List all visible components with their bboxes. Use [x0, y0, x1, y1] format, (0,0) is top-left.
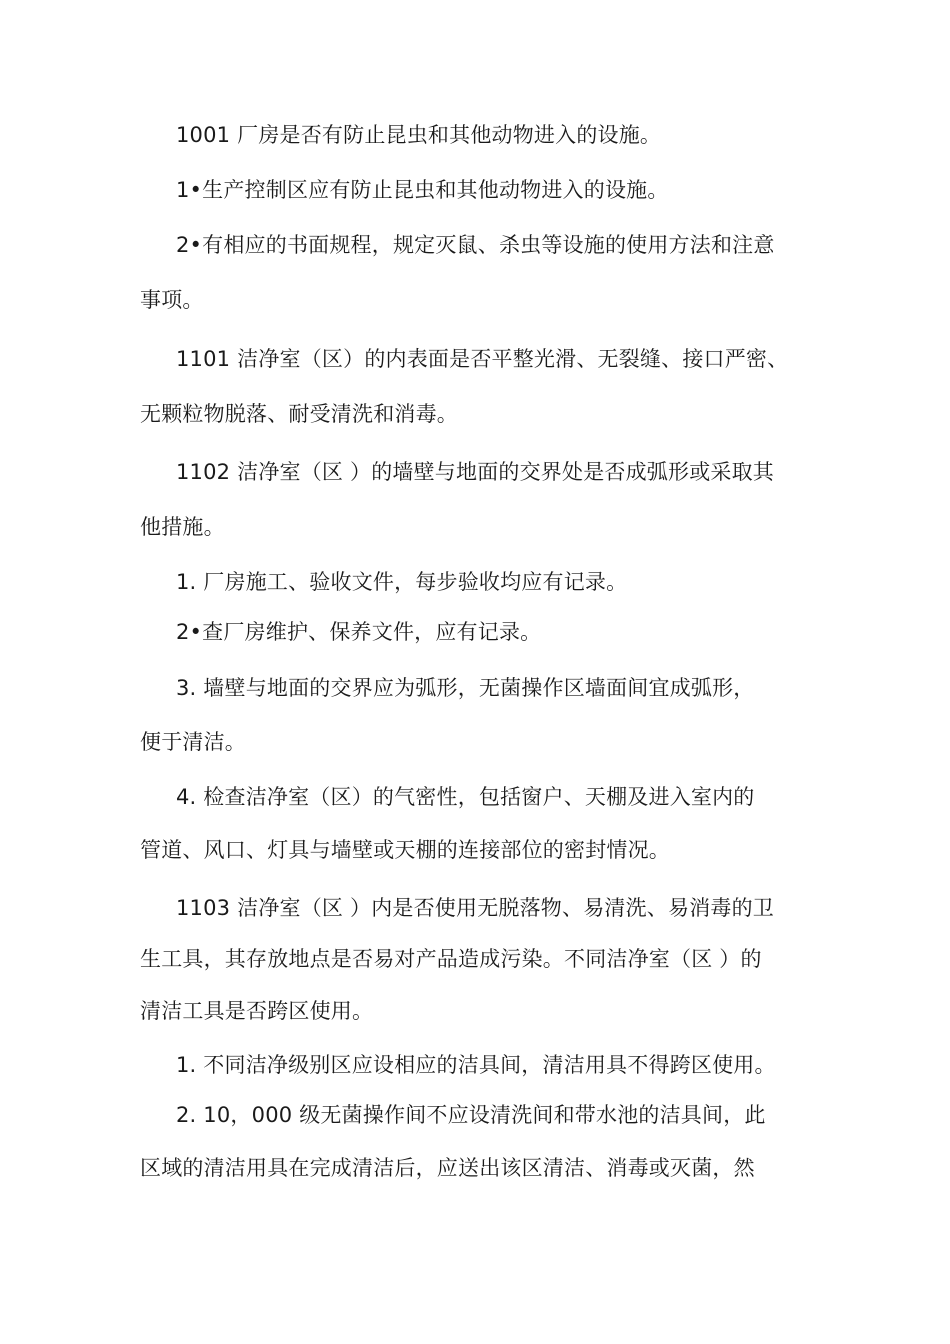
list-item: 4. 检查洁净室（区）的气密性，包括窗户、天棚及进入室内的: [176, 785, 755, 809]
heading-1001: 1001 厂房是否有防止昆虫和其他动物进入的设施。: [176, 123, 662, 147]
heading-1102: 1102 洁净室（区 ）的墙壁与地面的交界处是否成弧形或采取其: [176, 460, 774, 484]
paragraph-line: 无颗粒物脱落、耐受清洗和消毒。: [140, 402, 458, 426]
list-item: 1. 不同洁净级别区应设相应的洁具间，清洁用具不得跨区使用。: [176, 1053, 776, 1077]
paragraph-line: 1•生产控制区应有防止昆虫和其他动物进入的设施。: [176, 178, 669, 202]
paragraph-line: 便于清洁。: [140, 730, 246, 754]
paragraph-line: 管道、风口、灯具与墙壁或天棚的连接部位的密封情况。: [140, 838, 670, 862]
list-item: 1. 厂房施工、验收文件，每步验收均应有记录。: [176, 570, 628, 594]
paragraph-line: 2•有相应的书面规程，规定灭鼠、杀虫等设施的使用方法和注意: [176, 233, 775, 257]
heading-1101: 1101 洁净室（区）的内表面是否平整光滑、无裂缝、接口严密、: [176, 347, 789, 371]
paragraph-line: 生工具，其存放地点是否易对产品造成污染。不同洁净室（区 ）的: [140, 947, 762, 971]
list-item: 3. 墙壁与地面的交界应为弧形，无菌操作区墙面间宜成弧形，: [176, 676, 755, 700]
paragraph-line: 事项。: [140, 288, 204, 312]
list-item: 2. 10，000 级无菌操作间不应设清洗间和带水池的洁具间，此: [176, 1103, 766, 1127]
paragraph-line: 他措施。: [140, 515, 225, 539]
paragraph-line: 区域的清洁用具在完成清洁后，应送出该区清洁、消毒或灭菌，然: [140, 1156, 755, 1180]
heading-1103: 1103 洁净室（区 ）内是否使用无脱落物、易清洗、易消毒的卫: [176, 896, 774, 920]
paragraph-line: 清洁工具是否跨区使用。: [140, 999, 374, 1023]
list-item: 2•查厂房维护、保养文件，应有记录。: [176, 620, 542, 644]
